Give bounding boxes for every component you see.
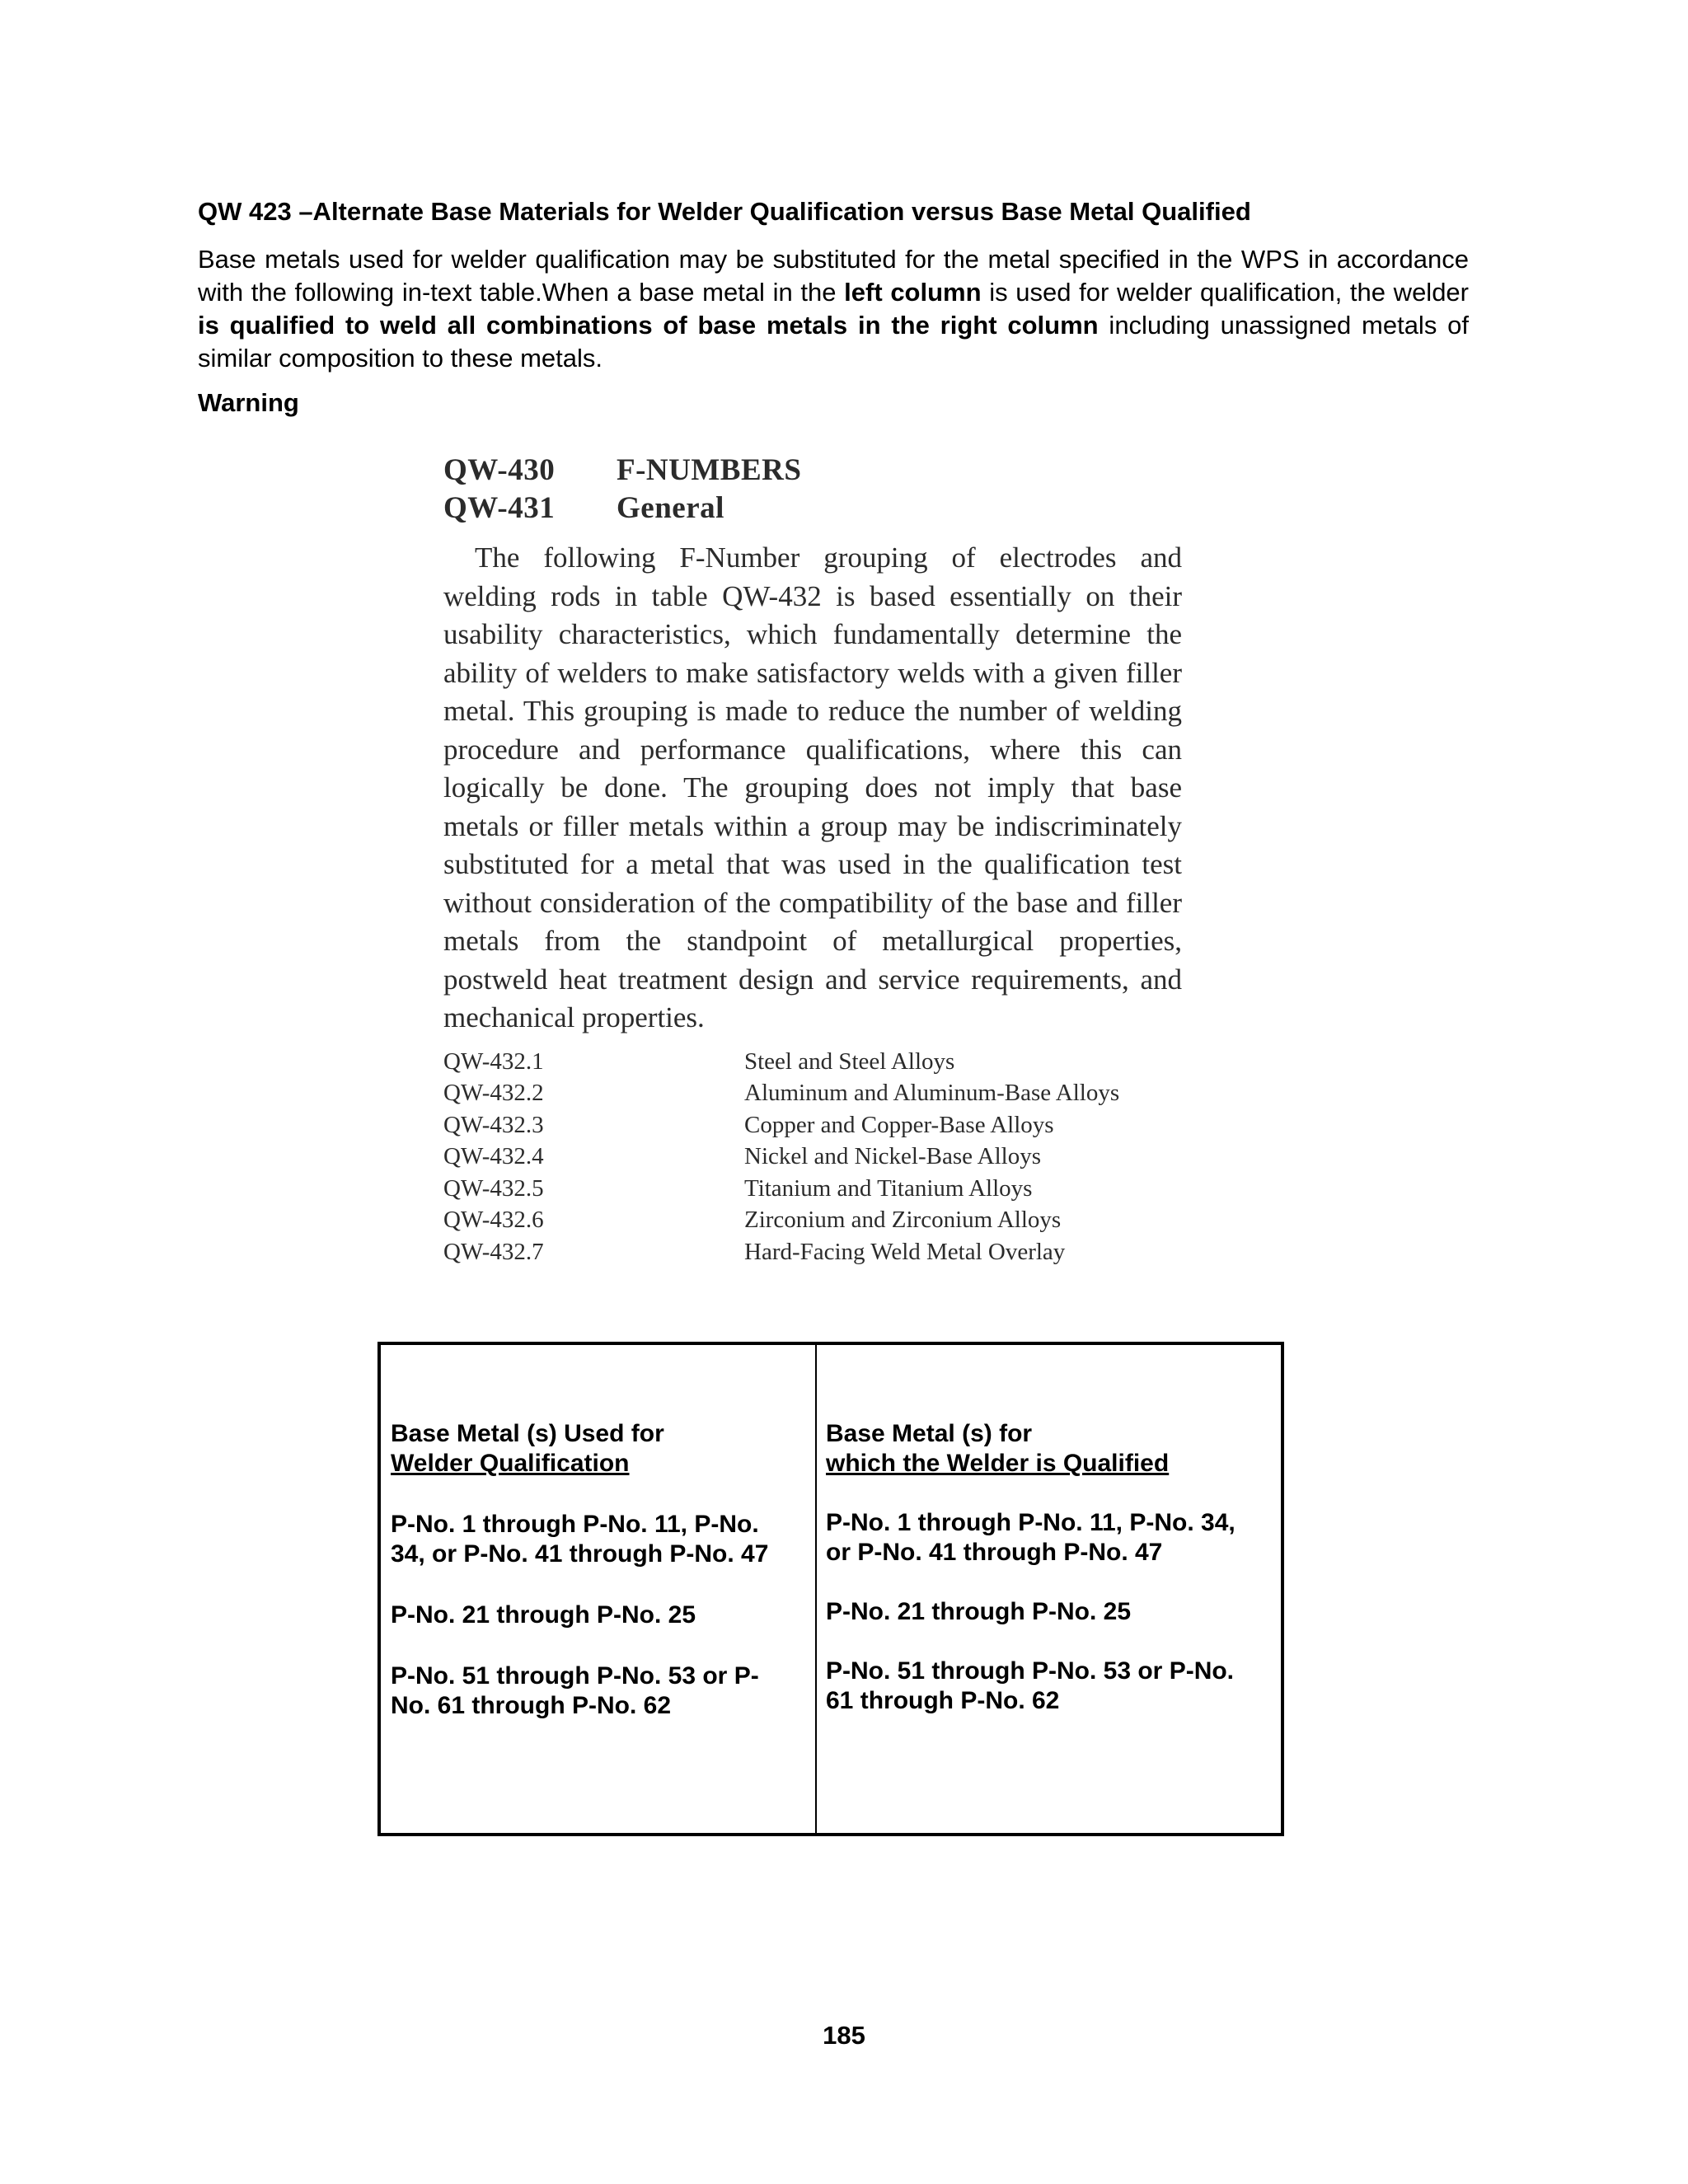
section-title: F-NUMBERS: [617, 453, 802, 487]
section-number: QW-431: [443, 491, 556, 525]
f-number-list-item: [443, 1109, 1185, 1141]
left-column-header: Base Metal (s) Used for: [391, 1420, 664, 1447]
f-number-description: Titanium and Titanium Alloys: [744, 1174, 1033, 1202]
f-number-code: QW-432.2: [443, 1080, 544, 1106]
left-column-subheader: Welder Qualification: [391, 1450, 630, 1477]
f-number-description: Zirconium and Zirconium Alloys: [744, 1207, 1062, 1233]
section-qw430: [443, 452, 1185, 490]
f-number-list-item: [443, 1173, 1185, 1205]
f-number-list-item: [443, 1236, 1185, 1268]
f-number-list: [443, 1046, 1185, 1268]
column-divider: [815, 1345, 817, 1833]
f-number-list-item: [443, 1046, 1185, 1078]
intro-bold-left-column: left column: [844, 278, 982, 307]
left-cell-3: P-No. 51 through P-No. 53 or P-No. 61 through P-No. 62: [391, 1662, 759, 1719]
page-number: 185: [823, 2021, 865, 2050]
substitution-table: [377, 1342, 1284, 1836]
right-cell-1: P-No. 1 through P-No. 11, P-No. 34, or P-No. 41 through P-No. 47: [826, 1509, 1236, 1566]
left-cell-2: P-No. 21 through P-No. 25: [391, 1601, 696, 1629]
f-number-list-item: [443, 1141, 1185, 1173]
f-number-code: QW-432.1: [443, 1047, 544, 1075]
f-number-code: QW-432.5: [443, 1174, 544, 1202]
intro-paragraph: [198, 243, 1469, 375]
section-heading: QW 423 –Alternate Base Materials for Welder Qualification versus Base Metal Qualified: [198, 197, 1251, 226]
left-cell-1: P-No. 1 through P-No. 11, P-No. 34, or P-No. 41 through P-No. 47: [391, 1511, 769, 1568]
f-number-description: Aluminum and Aluminum-Base Alloys: [744, 1080, 1120, 1106]
f-number-description: Steel and Steel Alloys: [744, 1047, 955, 1075]
f-number-description: Nickel and Nickel-Base Alloys: [744, 1143, 1041, 1169]
right-cell-2: P-No. 21 through P-No. 25: [826, 1598, 1132, 1625]
f-number-code: QW-432.3: [443, 1111, 544, 1138]
intro-text-1: Base metals used for welder qualification may be substituted for the metal specified in the WPS in accordance with the following in-text table.When a base metal in the: [198, 245, 1469, 307]
right-column-header: Base Metal (s) for: [826, 1420, 1033, 1447]
f-number-code: QW-432.6: [443, 1207, 544, 1233]
right-column: [826, 1419, 1254, 1716]
left-column: [391, 1419, 770, 1721]
section-qw431: [443, 490, 1185, 527]
f-number-paragraph: The following F-Number grouping of electrodes and welding rods in table QW-432 is based essentially on their usability characteristics, which fundamentally determine the ability of welders to make satisfactory welds with a given filler metal. This grouping is made to reduce the number of welding procedure and performance qualifications, where this can logically be done. The grouping does not imply that base metals or filler metals within a group may be indiscriminately substituted for a metal that was used in the qualification test without consideration of the compatibility of the base and filler metals from the standpoint of metallurgical properties, postweld heat treatment design and service requirements, and mechanical properties.: [443, 541, 1182, 1033]
right-column-subheader: which the Welder is Qualified: [826, 1450, 1170, 1477]
f-number-code: QW-432.7: [443, 1238, 544, 1265]
f-number-code: QW-432.4: [443, 1143, 544, 1169]
intro-text-3: including unassigned metals of similar composition to these metals.: [198, 311, 1469, 373]
f-number-description: Hard-Facing Weld Metal Overlay: [744, 1238, 1066, 1265]
intro-bold-qualified: is qualified to weld all combinations of base metals in the right column: [198, 311, 1099, 340]
section-number: QW-430: [443, 453, 556, 487]
warning-label: Warning: [198, 388, 299, 417]
right-cell-3: P-No. 51 through P-No. 53 or P-No. 61 through P-No. 62: [826, 1657, 1235, 1714]
f-number-list-item: [443, 1077, 1185, 1109]
section-title: General: [617, 491, 724, 525]
f-number-description: Copper and Copper-Base Alloys: [744, 1111, 1054, 1138]
f-number-list-item: [443, 1204, 1185, 1236]
code-excerpt: [443, 452, 1185, 1268]
intro-text-2: is used for welder qualification, the welder: [981, 278, 1469, 307]
